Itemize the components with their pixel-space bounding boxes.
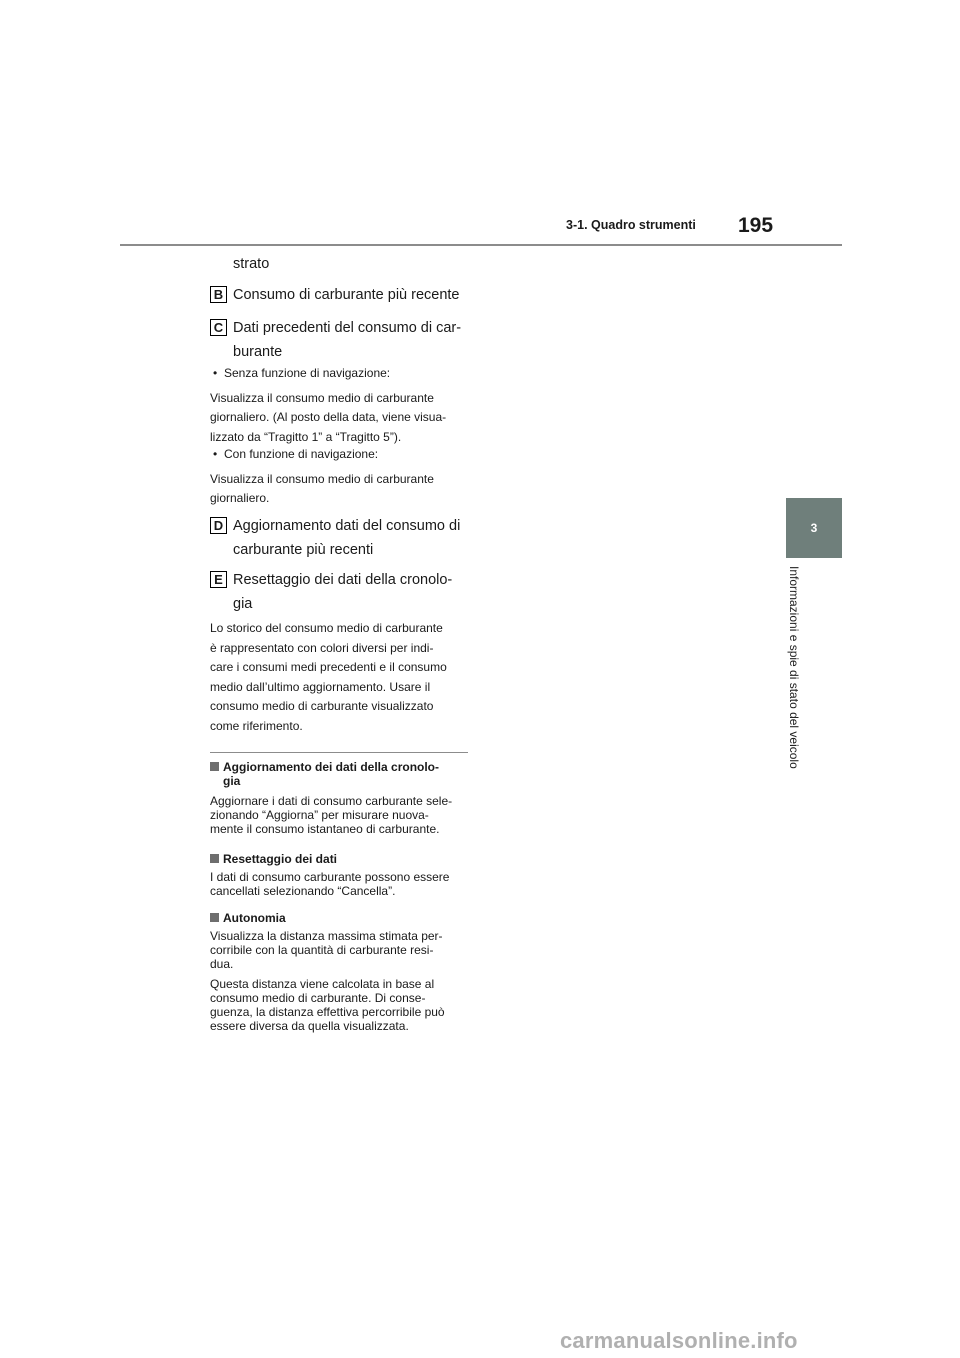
note-line: Visualizza la distanza massima stimata per- [210, 929, 443, 943]
note-body [210, 794, 468, 836]
notes-divider [210, 752, 468, 753]
paragraph-line: care i consumi medi precedenti e il consumo [210, 660, 447, 674]
chapter-title: Informazioni e spie di stato del veicolo [787, 566, 801, 769]
square-bullet-icon [210, 913, 219, 922]
bullet-label: Con funzione di navigazione: [224, 447, 379, 461]
legend-text-line: Consumo di carburante più recente [233, 287, 460, 303]
note-line: cancellati selezionando “Cancella”. [210, 884, 396, 898]
history-paragraph [210, 619, 468, 736]
note-title [210, 911, 468, 925]
note-body [210, 977, 468, 1033]
legend-text-line: burante [233, 344, 283, 360]
note-line: I dati di consumo carburante possono essere [210, 870, 450, 884]
chapter-tab [786, 498, 842, 558]
note-title [210, 852, 468, 866]
paragraph-line: è rappresentato con colori diversi per indi- [210, 640, 434, 655]
bullet-dot: • [213, 447, 218, 461]
note-line: essere diversa da quella visualizzata. [210, 1019, 409, 1033]
bullet-dot: • [213, 366, 218, 380]
legend-text-c [233, 316, 469, 364]
legend-text-b [233, 283, 469, 307]
header-divider [120, 244, 842, 246]
bullet-text-line: giornaliero. (Al posto della data, viene visua- [210, 410, 447, 424]
bullet-text-line: lizzato da “Tragitto 1” a “Tragitto 5”). [210, 429, 402, 444]
bullet-with-navigation [210, 445, 468, 509]
note-title-line: Aggiornamento dei dati della cronolo- [223, 760, 440, 774]
legend-text-line: carburante più recenti [233, 542, 374, 558]
note-title-line: gia [223, 774, 241, 788]
note-title-line: Resettaggio dei dati [223, 852, 338, 866]
paragraph-line: medio dall’ultimo aggiornamento. Usare il [210, 679, 431, 694]
letter-box-e: E [210, 571, 227, 588]
continued-text: strato [233, 256, 270, 272]
letter-box-d: D [210, 517, 227, 534]
section-title: 3-1. Quadro strumenti [566, 218, 696, 232]
bullet-label: Senza funzione di navigazione: [224, 366, 391, 380]
note-line: Aggiornare i dati di consumo carburante sele- [210, 794, 453, 808]
legend-text-line: Resettaggio dei dati della cronolo- [233, 572, 453, 588]
note-line: corribile con la quantità di carburante resi- [210, 943, 434, 957]
bullet-no-navigation [210, 364, 468, 447]
paragraph-line: come riferimento. [210, 718, 303, 733]
note-range [210, 911, 468, 1033]
watermark: carmanualsonline.info [560, 1328, 798, 1353]
note-line: consumo medio di carburante. Di conse- [210, 991, 426, 1005]
note-line: dua. [210, 957, 234, 971]
note-body [210, 870, 468, 898]
bullet-text-line: Visualizza il consumo medio di carburante [210, 471, 434, 486]
page-number: 195 [738, 214, 774, 237]
square-bullet-icon [210, 854, 219, 863]
legend-text-line: Dati precedenti del consumo di car- [233, 320, 462, 336]
note-title-line: Autonomia [223, 911, 286, 925]
chapter-number: 3 [810, 521, 818, 535]
note-line: zionando “Aggiorna” per misurare nuova- [210, 808, 429, 822]
letter-box-c: C [210, 319, 227, 336]
legend-text-line: gia [233, 596, 253, 612]
legend-text-d [233, 514, 469, 562]
paragraph-line: consumo medio di carburante visualizzato [210, 699, 434, 713]
square-bullet-icon [210, 762, 219, 771]
note-line: mente il consumo istantaneo di carburante. [210, 822, 440, 836]
note-line: Questa distanza viene calcolata in base al [210, 977, 435, 991]
bullet-text-line: giornaliero. [210, 491, 270, 505]
note-title [210, 760, 468, 788]
legend-text-e [233, 568, 469, 616]
letter-box-b: B [210, 286, 227, 303]
bullet-text-line: Visualizza il consumo medio di carburante [210, 390, 434, 405]
note-body [210, 929, 468, 971]
paragraph-line: Lo storico del consumo medio di carburante [210, 621, 443, 635]
legend-text-line: Aggiornamento dati del consumo di [233, 518, 461, 534]
note-update-history [210, 760, 468, 836]
note-line: guenza, la distanza effettiva percorribile può [210, 1005, 445, 1019]
note-reset-data [210, 852, 468, 898]
